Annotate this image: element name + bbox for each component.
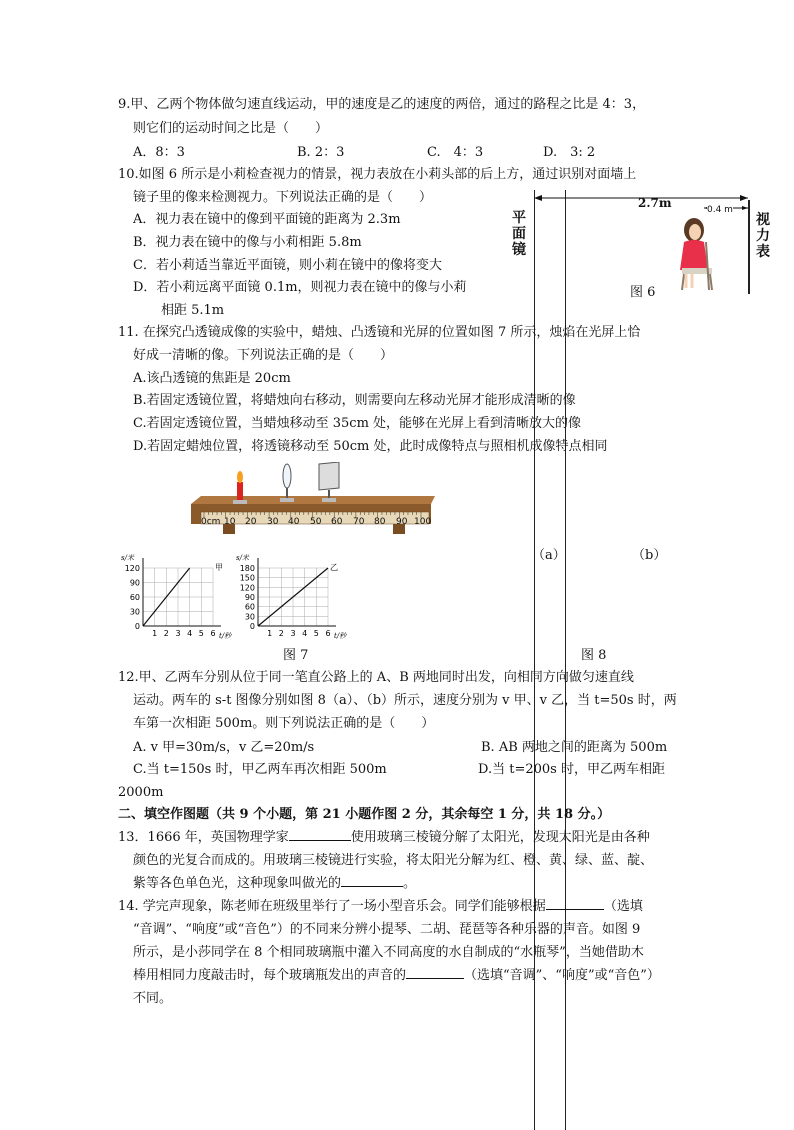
x-tick-label: 2 (163, 629, 169, 638)
y-tick-label: 0 (134, 622, 140, 631)
q13-line3-part1: 紫等各色单色光，这种现象叫做光的 (133, 876, 342, 891)
y-tick-label: 180 (239, 564, 255, 573)
x-tick-label: 3 (175, 629, 181, 638)
q13-blank-1[interactable] (289, 840, 351, 841)
q10-option-c: C．若小莉适当靠近平面镜，则小莉在镜中的像将变大 (133, 258, 442, 273)
series-label: 乙 (330, 563, 338, 572)
x-tick-label: 4 (187, 629, 193, 638)
chart-b (230, 550, 360, 642)
x-axis-label: t/秒 (219, 632, 232, 640)
y-tick-label: 90 (129, 578, 140, 588)
q14-line5: 不同。 (133, 991, 173, 1006)
x-tick-label: 4 (302, 629, 308, 638)
eye-chart-label: 视 力 表 (756, 212, 770, 260)
y-axis-label: s/米 (121, 554, 134, 562)
optical-bench-drawing (185, 462, 435, 547)
q10-option-a: A．视力表在镜中的像到平面镜的距离为 2.3m (133, 212, 401, 227)
q10-option-d: D．若小莉远离平面镜 0.1m，则视力表在镜中的像与小莉 (133, 280, 467, 295)
q12-stem-line1: 12.甲、乙两车分别从位于同一笔直公路上的 A、B 两地同时出发，向相同方向做匀速直线 (118, 670, 634, 685)
mirror-label: 平 面 镜 (512, 210, 526, 258)
y-tick-label: 0 (249, 622, 255, 631)
q10-option-b: B．视力表在镜中的像与小莉相距 5.8m (133, 235, 362, 250)
q13-blank-2[interactable] (341, 886, 403, 887)
q9-stem-line2: 则它们的运动时间之比是（ ） (133, 121, 329, 136)
q13-line3 (133, 876, 416, 892)
q11-stem-line2: 好成一清晰的像。下列说法正确的是（ ） (133, 348, 394, 363)
distance-0-4m: 0.4 m (707, 202, 733, 218)
y-tick-label: 30 (129, 607, 140, 617)
q14-line2: “音调”、“响度”或“音色”）的不同来分辨小提琴、二胡、琵琶等各种乐器的声音。如图 9 (133, 922, 641, 937)
figure-8-label-a: （a） (532, 548, 566, 563)
figure-6-caption: 图 6 (630, 285, 656, 300)
series-label: 甲 (215, 563, 223, 572)
q13-line3-part2: 。 (403, 876, 417, 891)
q12-option-c: C.当 t=150s 时，甲乙两车再次相距 500m (133, 762, 387, 777)
q14-line4-part2: （选填“音调”、“响度”或“音色”） (464, 968, 660, 983)
q11-option-c: C.若固定透镜位置，当蜡烛移动至 35cm 处，能够在光屏上看到清晰放大的像 (133, 416, 582, 431)
q14-line4 (133, 968, 660, 984)
y-tick-label: 90 (244, 593, 255, 602)
q10-option-d-cont: 相距 5.1m (161, 303, 225, 318)
q13-line1-part1: 13．1666 年，英国物理学家 (118, 830, 289, 845)
q12-stem-line2: 运动。两车的 s-t 图像分别如图 8（a）、（b）所示，速度分别为 v 甲、v 乙，当 t=50s 时，两 (133, 693, 677, 708)
q12-option-a: A. v 甲=30m/s，v 乙=20m/s (133, 740, 315, 755)
q14-line4-part1: 棒用相同力度敲击时，每个玻璃瓶发出的声音的 (133, 968, 407, 983)
q14-line1-part2: （选填 (603, 899, 643, 914)
x-tick-label: 1 (152, 629, 158, 638)
q11-option-a: A.该凸透镜的焦距是 20cm (133, 371, 291, 386)
figure-8-caption: 图 8 (581, 648, 607, 663)
q10-stem-line2: 镜子里的像来检测视力。下列说法正确的是（ ） (133, 190, 433, 205)
x-tick-label: 1 (267, 629, 273, 638)
q14-blank-2[interactable] (406, 978, 464, 979)
q14-blank-1[interactable] (546, 909, 604, 910)
q11-stem-line1: 11. 在探究凸透镜成像的实验中，蜡烛、凸透镜和光屏的位置如图 7 所示，烛焰在光屏上恰 (118, 325, 641, 340)
q13-line1-part2: 使用玻璃三棱镜分解了太阳光，发现太阳光是由各种 (350, 830, 650, 845)
q13-line2: 颜色的光复合而成的。用玻璃三棱镜进行实验，将太阳光分解为红、橙、黄、绿、蓝、靛、 (133, 853, 654, 868)
x-tick-label: 3 (290, 629, 296, 638)
x-tick-label: 6 (325, 629, 331, 638)
q12-option-d-cont: 2000m (118, 785, 164, 800)
x-tick-label: 6 (210, 629, 216, 638)
q9-option-c: C. 4：3 (427, 145, 484, 160)
figure-7-caption: 图 7 (283, 648, 309, 663)
q14-line3: 所示，是小莎同学在 8 个相同玻璃瓶中灌入不同高度的水自制成的“水瓶琴”，当她借助木 (133, 945, 644, 960)
q13-line1 (118, 830, 650, 846)
ruler-labels: 0cm 10 20 30 40 50 60 70 80 90 100 (201, 517, 432, 527)
q11-option-d: D.若固定蜡烛位置，将透镜移动至 50cm 处，此时成像特点与照相机成像特点相同 (133, 439, 608, 454)
q9-option-a: A．8：3 (133, 145, 185, 160)
y-axis-label: s/米 (236, 554, 249, 562)
q14-line1-part1: 14. 学完声现象，陈老师在班级里举行了一场小型音乐会。同学们能够根据 (118, 899, 546, 914)
x-tick-label: 2 (278, 629, 284, 638)
q12-option-b: B. AB 两地之间的距离为 500m (481, 740, 668, 755)
girl-on-chair-icon (680, 218, 712, 290)
y-tick-label: 150 (239, 573, 255, 583)
x-axis-label: t/秒 (334, 632, 347, 640)
y-tick-label: 120 (124, 564, 140, 573)
q10-stem-line1: 10.如图 6 所示是小莉检查视力的情景，视力表放在小莉头部的后上方，通过识别对面墙上 (118, 167, 637, 182)
x-tick-label: 5 (313, 629, 319, 638)
section-2-heading: 二、填空作图题（共 9 个小题，第 21 小题作图 2 分，其余每空 1 分，共 18 分。） (118, 807, 611, 822)
figure-8-label-b: （b） (632, 548, 667, 563)
y-tick-label: 120 (239, 583, 255, 593)
q14-line1 (118, 899, 643, 915)
y-tick-label: 30 (244, 612, 255, 622)
x-tick-label: 5 (198, 629, 204, 638)
distance-2-7m: 2.7m (638, 196, 672, 210)
chart-a (115, 550, 235, 642)
q9-stem-line1: 9.甲、乙两个物体做匀速直线运动，甲的速度是乙的速度的两倍，通过的路程之比是 4：3， (118, 97, 646, 112)
y-tick-label: 60 (244, 602, 255, 612)
q11-option-b: B.若固定透镜位置，将蜡烛向右移动，则需要向左移动光屏才能形成清晰的像 (133, 393, 576, 408)
q12-option-d: D.当 t=200s 时，甲乙两车相距 (478, 762, 665, 777)
q9-option-b: B. 2：3 (297, 145, 345, 160)
y-tick-label: 60 (129, 593, 140, 602)
q12-stem-line3: 车第一次相距 500m。则下列说法正确的是（ ） (133, 716, 435, 731)
q9-option-d: D. 3: 2 (543, 145, 596, 160)
